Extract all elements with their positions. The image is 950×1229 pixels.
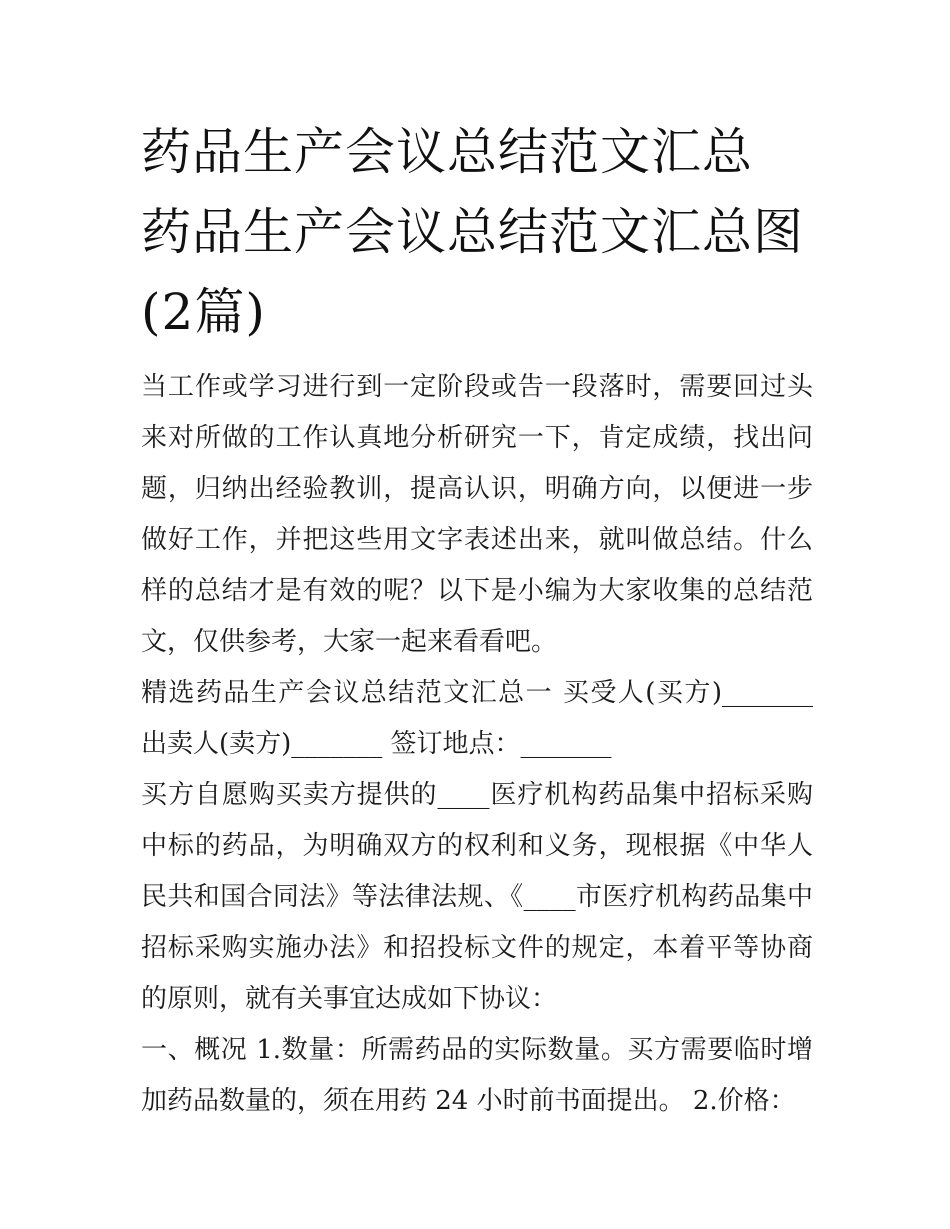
paragraph-agreement: 买方自愿购买卖方提供的____医疗机构药品集中招标采购中标的药品，为明确双方的权利和义务，现根据《中华人民共和国合同法》等法律法规、《____市医疗机构药品集中招标采购实施办法》和招投标文件的规定，本着平等协商的原则，就有关事宜达成如下协议： (141, 780, 813, 1014)
paragraph-parties: 精选药品生产会议总结范文汇总一 买受人(买方)_______ 出卖人(卖方)_______ 签订地点：_______ (141, 678, 813, 759)
document-title: 药品生产会议总结范文汇总 药品生产会议总结范文汇总图(2篇) (141, 123, 804, 341)
document-page (141, 112, 813, 1127)
paragraph-overview: 一、概况 1.数量：所需药品的实际数量。买方需要临时增加药品数量的，须在用药 24 小时前书面提出。 2.价格： (141, 1035, 813, 1116)
paragraph-intro: 当工作或学习进行到一定阶段或告一段落时，需要回过头来对所做的工作认真地分析研究一下，肯定成绩，找出问题，归纳出经验教训，提高认识，明确方向，以便进一步做好工作，并把这些用文字表述出来，就叫做总结。什么样的总结才是有效的呢？以下是小编为大家收集的总结范文，仅供参考，大家一起来看看吧。 (141, 372, 813, 657)
